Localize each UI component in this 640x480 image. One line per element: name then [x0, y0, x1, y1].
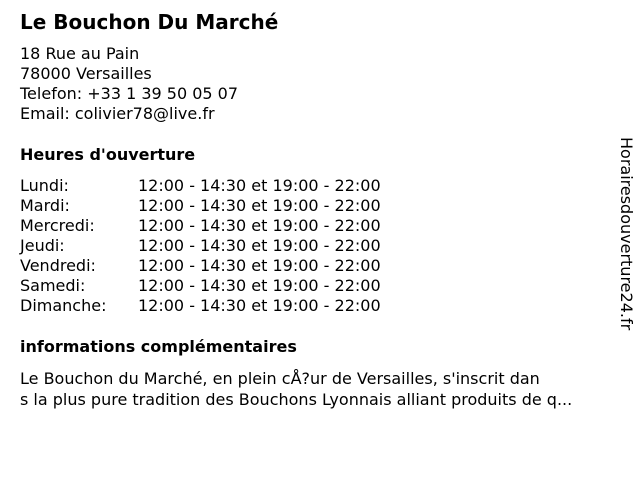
- hours-row-sunday: [20, 296, 620, 316]
- day-label: Mardi:: [20, 196, 70, 215]
- phone-number: Telefon: +33 1 39 50 05 07: [20, 84, 239, 103]
- additional-info-text: [20, 368, 620, 410]
- time-range: 12:00 - 14:30 et 19:00 - 22:00: [138, 196, 381, 215]
- time-range: 12:00 - 14:30 et 19:00 - 22:00: [138, 236, 381, 255]
- day-label: Vendredi:: [20, 256, 96, 275]
- address-street: 18 Rue au Pain: [20, 44, 140, 63]
- info-line-2: s la plus pure tradition des Bouchons Lyonnais alliant produits de q...: [20, 390, 573, 409]
- day-label: Lundi:: [20, 176, 69, 195]
- hours-row-monday: [20, 176, 620, 196]
- address-city: 78000 Versailles: [20, 64, 152, 83]
- hours-row-tuesday: [20, 196, 620, 216]
- hours-row-thursday: [20, 236, 620, 256]
- time-range: 12:00 - 14:30 et 19:00 - 22:00: [138, 276, 381, 295]
- hours-row-friday: [20, 256, 620, 276]
- contact-block: [20, 44, 620, 124]
- day-label: Jeudi:: [20, 236, 65, 255]
- business-name: Le Bouchon Du Marché: [20, 10, 279, 34]
- hours-row-saturday: [20, 276, 620, 296]
- time-range: 12:00 - 14:30 et 19:00 - 22:00: [138, 296, 381, 315]
- opening-hours-title: Heures d'ouverture: [20, 145, 196, 164]
- opening-hours-table: [20, 176, 620, 316]
- info-line-1: Le Bouchon du Marché, en plein cÅ?ur de Versailles, s'inscrit dan: [20, 369, 540, 388]
- day-label: Mercredi:: [20, 216, 95, 235]
- site-watermark: Horairesdouverture24.fr: [617, 137, 636, 331]
- business-card: [20, 10, 620, 410]
- day-label: Samedi:: [20, 276, 86, 295]
- time-range: 12:00 - 14:30 et 19:00 - 22:00: [138, 216, 381, 235]
- hours-row-wednesday: [20, 216, 620, 236]
- additional-info-title: informations complémentaires: [20, 337, 297, 356]
- day-label: Dimanche:: [20, 296, 107, 315]
- time-range: 12:00 - 14:30 et 19:00 - 22:00: [138, 176, 381, 195]
- time-range: 12:00 - 14:30 et 19:00 - 22:00: [138, 256, 381, 275]
- email-address: Email: colivier78@live.fr: [20, 104, 215, 123]
